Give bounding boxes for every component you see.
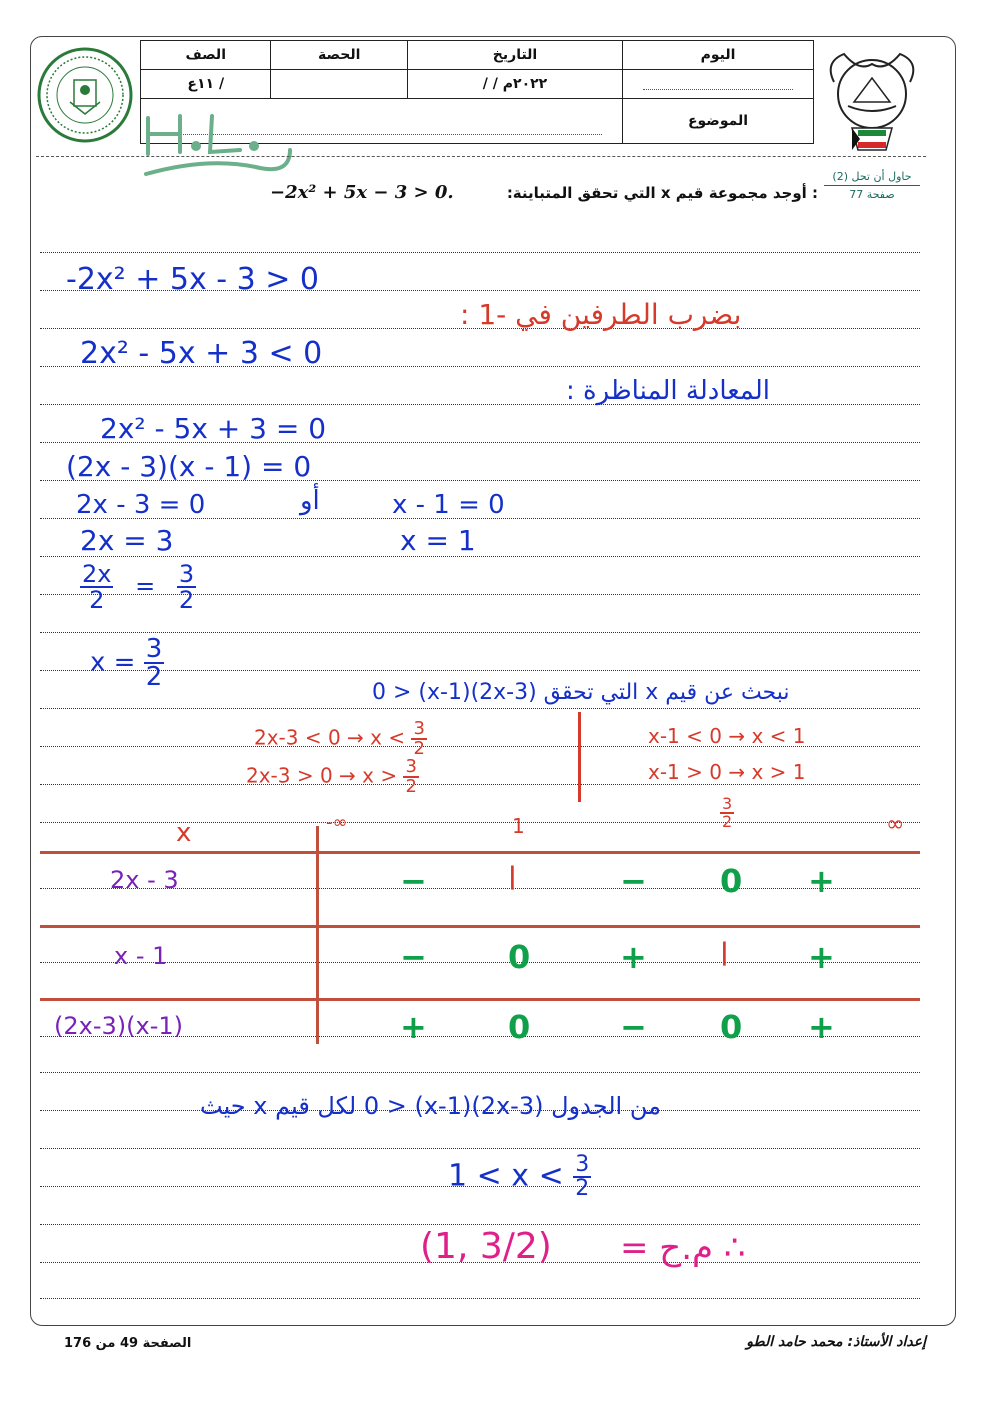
frac-num: 3 — [722, 794, 733, 813]
final-answer-label: ∴ م.ح = — [620, 1228, 746, 1268]
frac-2x-over-2 — [80, 562, 113, 612]
sign-row-label: 2x - 3 — [110, 866, 179, 894]
frac-num: 3 — [413, 718, 425, 739]
class-value: ١١ع / — [141, 70, 271, 99]
cond-1a-frac — [411, 720, 426, 758]
sign-cell: + — [400, 1008, 427, 1046]
cond-2a-text: 2x-3 > 0 → x > — [246, 763, 398, 788]
work-line-3: 2x² - 5x + 3 = 0 — [100, 412, 327, 445]
day-label: اليوم — [623, 41, 814, 70]
frac-den: 2 — [575, 1176, 590, 1201]
badge-top: حاول أن تحل (2) — [832, 170, 912, 183]
table-rule-1 — [40, 851, 920, 854]
work-line-5b: x - 1 = 0 — [392, 490, 505, 520]
sign-cell: 0 — [508, 938, 531, 976]
work-line-6b: x = 1 — [400, 524, 476, 557]
school-seal-icon — [36, 40, 134, 150]
conclusion-text: من الجدول (2x-3)(x-1) < 0 لكل قيم x حيث — [200, 1092, 661, 1120]
cond-2a-frac — [403, 758, 418, 796]
frac-num: 3 — [405, 756, 417, 777]
period-label: الحصة — [271, 41, 408, 70]
frac-den: 2 — [722, 812, 733, 831]
work-line-8 — [90, 636, 164, 690]
work-note-2: المعادلة المناظرة : — [566, 376, 770, 406]
frac-3-over-2 — [720, 796, 734, 830]
work-line-6a: 2x = 3 — [80, 524, 174, 557]
topic-label: الموضوع — [623, 99, 814, 144]
ruled-line — [40, 708, 920, 709]
state-emblem-icon — [814, 42, 930, 157]
ruled-line — [40, 784, 920, 785]
sign-cell: + — [808, 938, 835, 976]
conclusion-ineq — [448, 1154, 591, 1200]
table-vertical-divider — [316, 826, 319, 1044]
sign-cell: − — [620, 1008, 647, 1046]
frac-den: 2 — [405, 776, 417, 797]
work-line-4: (2x - 3)(x - 1) = 0 — [66, 450, 312, 483]
ruled-line — [40, 1072, 920, 1073]
sign-cell: + — [620, 938, 647, 976]
work-line-5a: 2x - 3 = 0 — [76, 490, 206, 520]
ruled-line — [40, 1224, 920, 1225]
table-header-x: x — [176, 818, 192, 848]
ruled-line — [40, 252, 920, 253]
badge-line — [824, 185, 920, 186]
page-number: الصفحة 49 من 176 — [64, 1336, 192, 1351]
day-value — [623, 70, 814, 99]
work-or: أو — [300, 486, 320, 516]
sign-cell: | — [508, 862, 517, 890]
table-rule-3 — [40, 998, 920, 1001]
cond-divider — [578, 712, 581, 802]
problem-badge — [824, 170, 920, 201]
sign-cell: 0 — [508, 1008, 531, 1046]
sign-row-label: (2x-3)(x-1) — [54, 1012, 183, 1040]
date-label: التاريخ — [408, 41, 623, 70]
frac-num: 2x — [82, 560, 112, 588]
table-three-halves — [720, 796, 734, 830]
problem-text: : أوجد مجموعة قيم x التي تحقق المتباينة: — [506, 184, 818, 202]
cond-2a — [246, 758, 419, 796]
date-value: / / ٢٠٢٢م — [408, 70, 623, 99]
frac-den: 2 — [89, 586, 105, 614]
ruled-line — [40, 404, 920, 405]
sign-cell: − — [400, 938, 427, 976]
sign-cell: − — [620, 862, 647, 900]
ruled-line — [40, 670, 920, 671]
frac-den: 2 — [178, 586, 195, 614]
badge-bottom: صفحة 77 — [849, 188, 895, 201]
ruled-line — [40, 1148, 920, 1149]
cond-2b: x-1 > 0 → x > 1 — [648, 760, 806, 784]
frac-den: 2 — [413, 738, 425, 759]
work-note-3: نبحث عن قيم x التي تحقق (2x-3)(x-1) < 0 — [372, 680, 790, 705]
ruled-line — [40, 632, 920, 633]
problem-equation: −2x² + 5x − 3 > 0. — [270, 182, 454, 203]
table-pos-inf: ∞ — [886, 812, 905, 837]
sign-row-label: x - 1 — [114, 942, 168, 970]
frac-num: 3 — [575, 1152, 590, 1177]
frac-3-over-2 — [144, 636, 165, 690]
table-one: 1 — [512, 814, 525, 838]
work-line-1: -2x² + 5x - 3 > 0 — [66, 262, 320, 297]
final-answer: (1, 3/2) — [420, 1226, 552, 1267]
sign-cell: | — [720, 938, 729, 966]
ineq-left: 1 < x < — [448, 1158, 564, 1194]
frac-eq: = — [135, 572, 156, 600]
day-value-dots — [643, 75, 793, 90]
author-credit: إعداد الأستاذ: محمد حامد الطو — [746, 1334, 926, 1350]
ruled-line — [40, 822, 920, 823]
x-equals: x = — [90, 647, 136, 678]
sign-cell: + — [808, 1008, 835, 1046]
cond-1a-text: 2x-3 < 0 → x < — [254, 725, 406, 750]
ruled-line — [40, 1298, 920, 1299]
table-neg-inf: -∞ — [326, 812, 348, 833]
frac-den: 2 — [145, 662, 163, 692]
frac-3-over-2 — [177, 562, 196, 612]
cond-1b: x-1 < 0 → x < 1 — [648, 724, 806, 748]
work-line-7 — [80, 562, 196, 612]
sign-cell: 0 — [720, 1008, 743, 1046]
frac-num: 3 — [145, 634, 163, 664]
cond-1a — [254, 720, 427, 758]
sign-cell: + — [808, 862, 835, 900]
table-rule-2 — [40, 925, 920, 928]
period-value — [271, 70, 408, 99]
ruled-line — [40, 962, 920, 963]
frac-num: 3 — [178, 560, 195, 588]
work-line-2: 2x² - 5x + 3 < 0 — [80, 336, 323, 371]
work-note-1: بضرب الطرفين في -1 : — [460, 298, 742, 331]
sign-cell: 0 — [720, 862, 743, 900]
sign-cell: − — [400, 862, 427, 900]
problem-statement — [40, 170, 920, 214]
ineq-frac — [573, 1154, 591, 1200]
header-separator — [36, 156, 926, 157]
class-label: الصف — [141, 41, 271, 70]
